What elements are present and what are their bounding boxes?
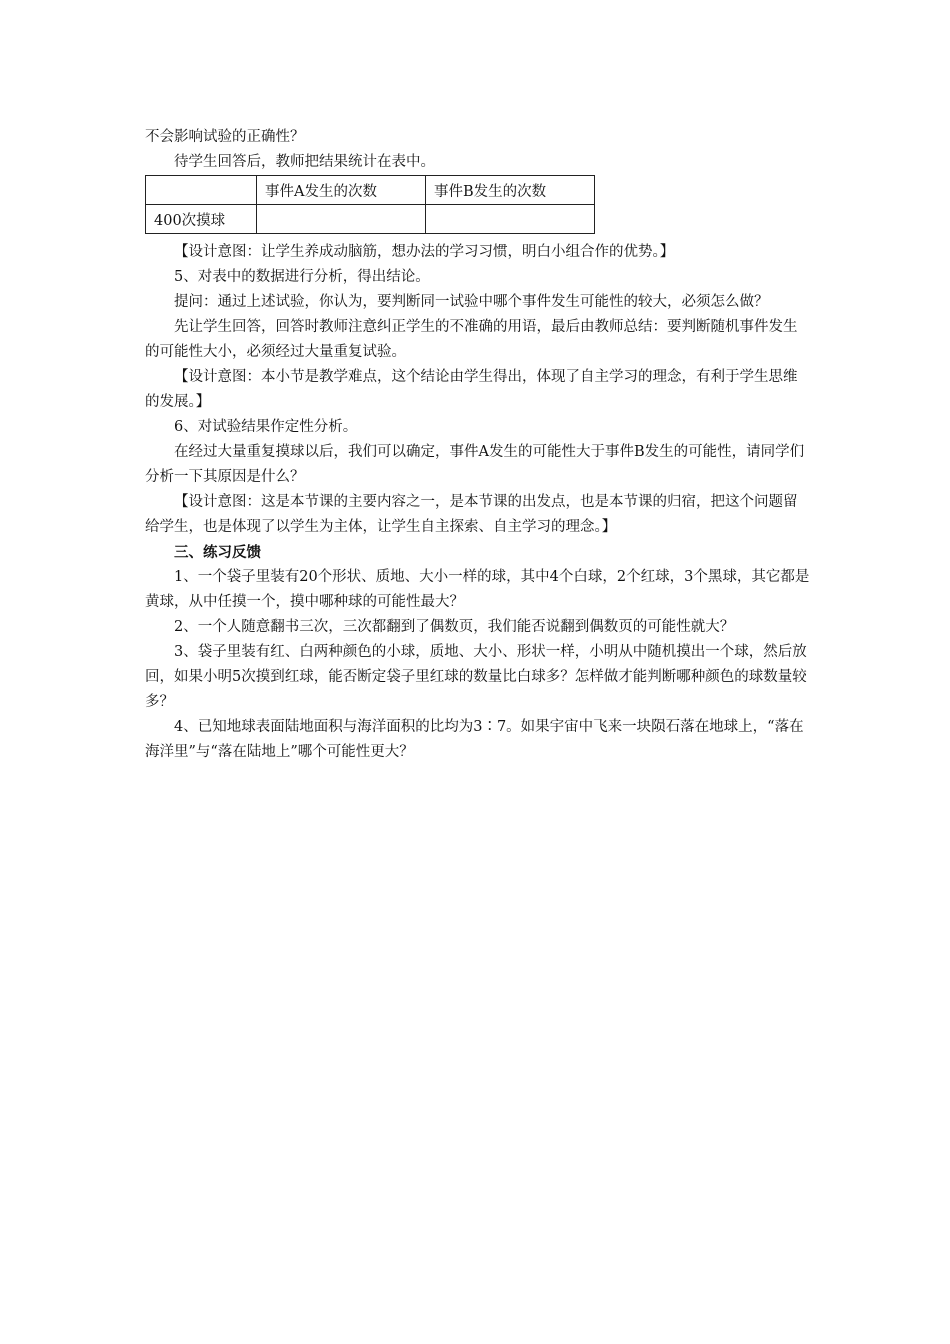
table-row: [146, 205, 595, 234]
paragraph-table-intro: 待学生回答后，教师把结果统计在表中。: [174, 154, 435, 170]
table-cell: [257, 205, 426, 234]
paragraph-design-intent: 【设计意图：这是本节课的主要内容之一，是本节课的出发点，也是本节课的归宿，把这个问题留给学生，也是体现了以学生为主体，让学生自主探索、自主学习的理念。】: [145, 494, 798, 535]
document-page: [145, 125, 810, 765]
table-cell: [426, 205, 595, 234]
table-header-cell: [146, 176, 257, 205]
paragraph-design-intent: 【设计意图：让学生养成动脑筋，想办法的学习习惯，明白小组合作的优势。】: [174, 244, 675, 260]
statistics-table: [145, 175, 595, 234]
table-header-cell: 事件B发生的次数: [426, 176, 595, 205]
paragraph-step-6: 6、对试验结果作定性分析。: [174, 419, 358, 435]
exercise-item: 4、已知地球表面陆地面积与海洋面积的比均为3∶7。如果宇宙中飞来一块陨石落在地球上，“落在海洋里”与“落在陆地上”哪个可能性更大？: [145, 719, 804, 760]
paragraph-continuation: 不会影响试验的正确性？: [145, 129, 305, 145]
table-cell: 400次摸球: [146, 205, 257, 234]
exercise-item: 3、袋子里装有红、白两种颜色的小球，质地、大小、形状一样，小明从中随机摸出一个球，然后放回，如果小明5次摸到红球，能否断定袋子里红球的数量比白球多？怎样做才能判断哪种颜色的球数量较多？: [145, 644, 807, 710]
table-header-cell: 事件A发生的次数: [257, 176, 426, 205]
paragraph-analysis: 在经过大量重复摸球以后，我们可以确定，事件A发生的可能性大于事件B发生的可能性，请同学们分析一下其原因是什么？: [145, 444, 805, 485]
exercise-item: 2、一个人随意翻书三次，三次都翻到了偶数页，我们能否说翻到偶数页的可能性就大？: [174, 619, 735, 635]
exercise-item: 1、一个袋子里装有20个形状、质地、大小一样的球，其中4个白球，2个红球，3个黑球，其它都是黄球，从中任摸一个，摸中哪种球的可能性最大？: [145, 569, 810, 610]
paragraph-design-intent: 【设计意图：本小节是教学难点，这个结论由学生得出，体现了自主学习的理念，有利于学生思维的发展。】: [145, 369, 798, 410]
section-heading: 三、练习反馈: [174, 544, 261, 561]
paragraph-summary: 先让学生回答，回答时教师注意纠正学生的不准确的用语，最后由教师总结：要判断随机事件发生的可能性大小，必须经过大量重复试验。: [145, 319, 798, 360]
table-header-row: [146, 176, 595, 205]
paragraph-step-5: 5、对表中的数据进行分析，得出结论。: [174, 269, 430, 285]
paragraph-question: 提问：通过上述试验，你认为，要判断同一试验中哪个事件发生可能性的较大，必须怎么做？: [174, 294, 769, 310]
